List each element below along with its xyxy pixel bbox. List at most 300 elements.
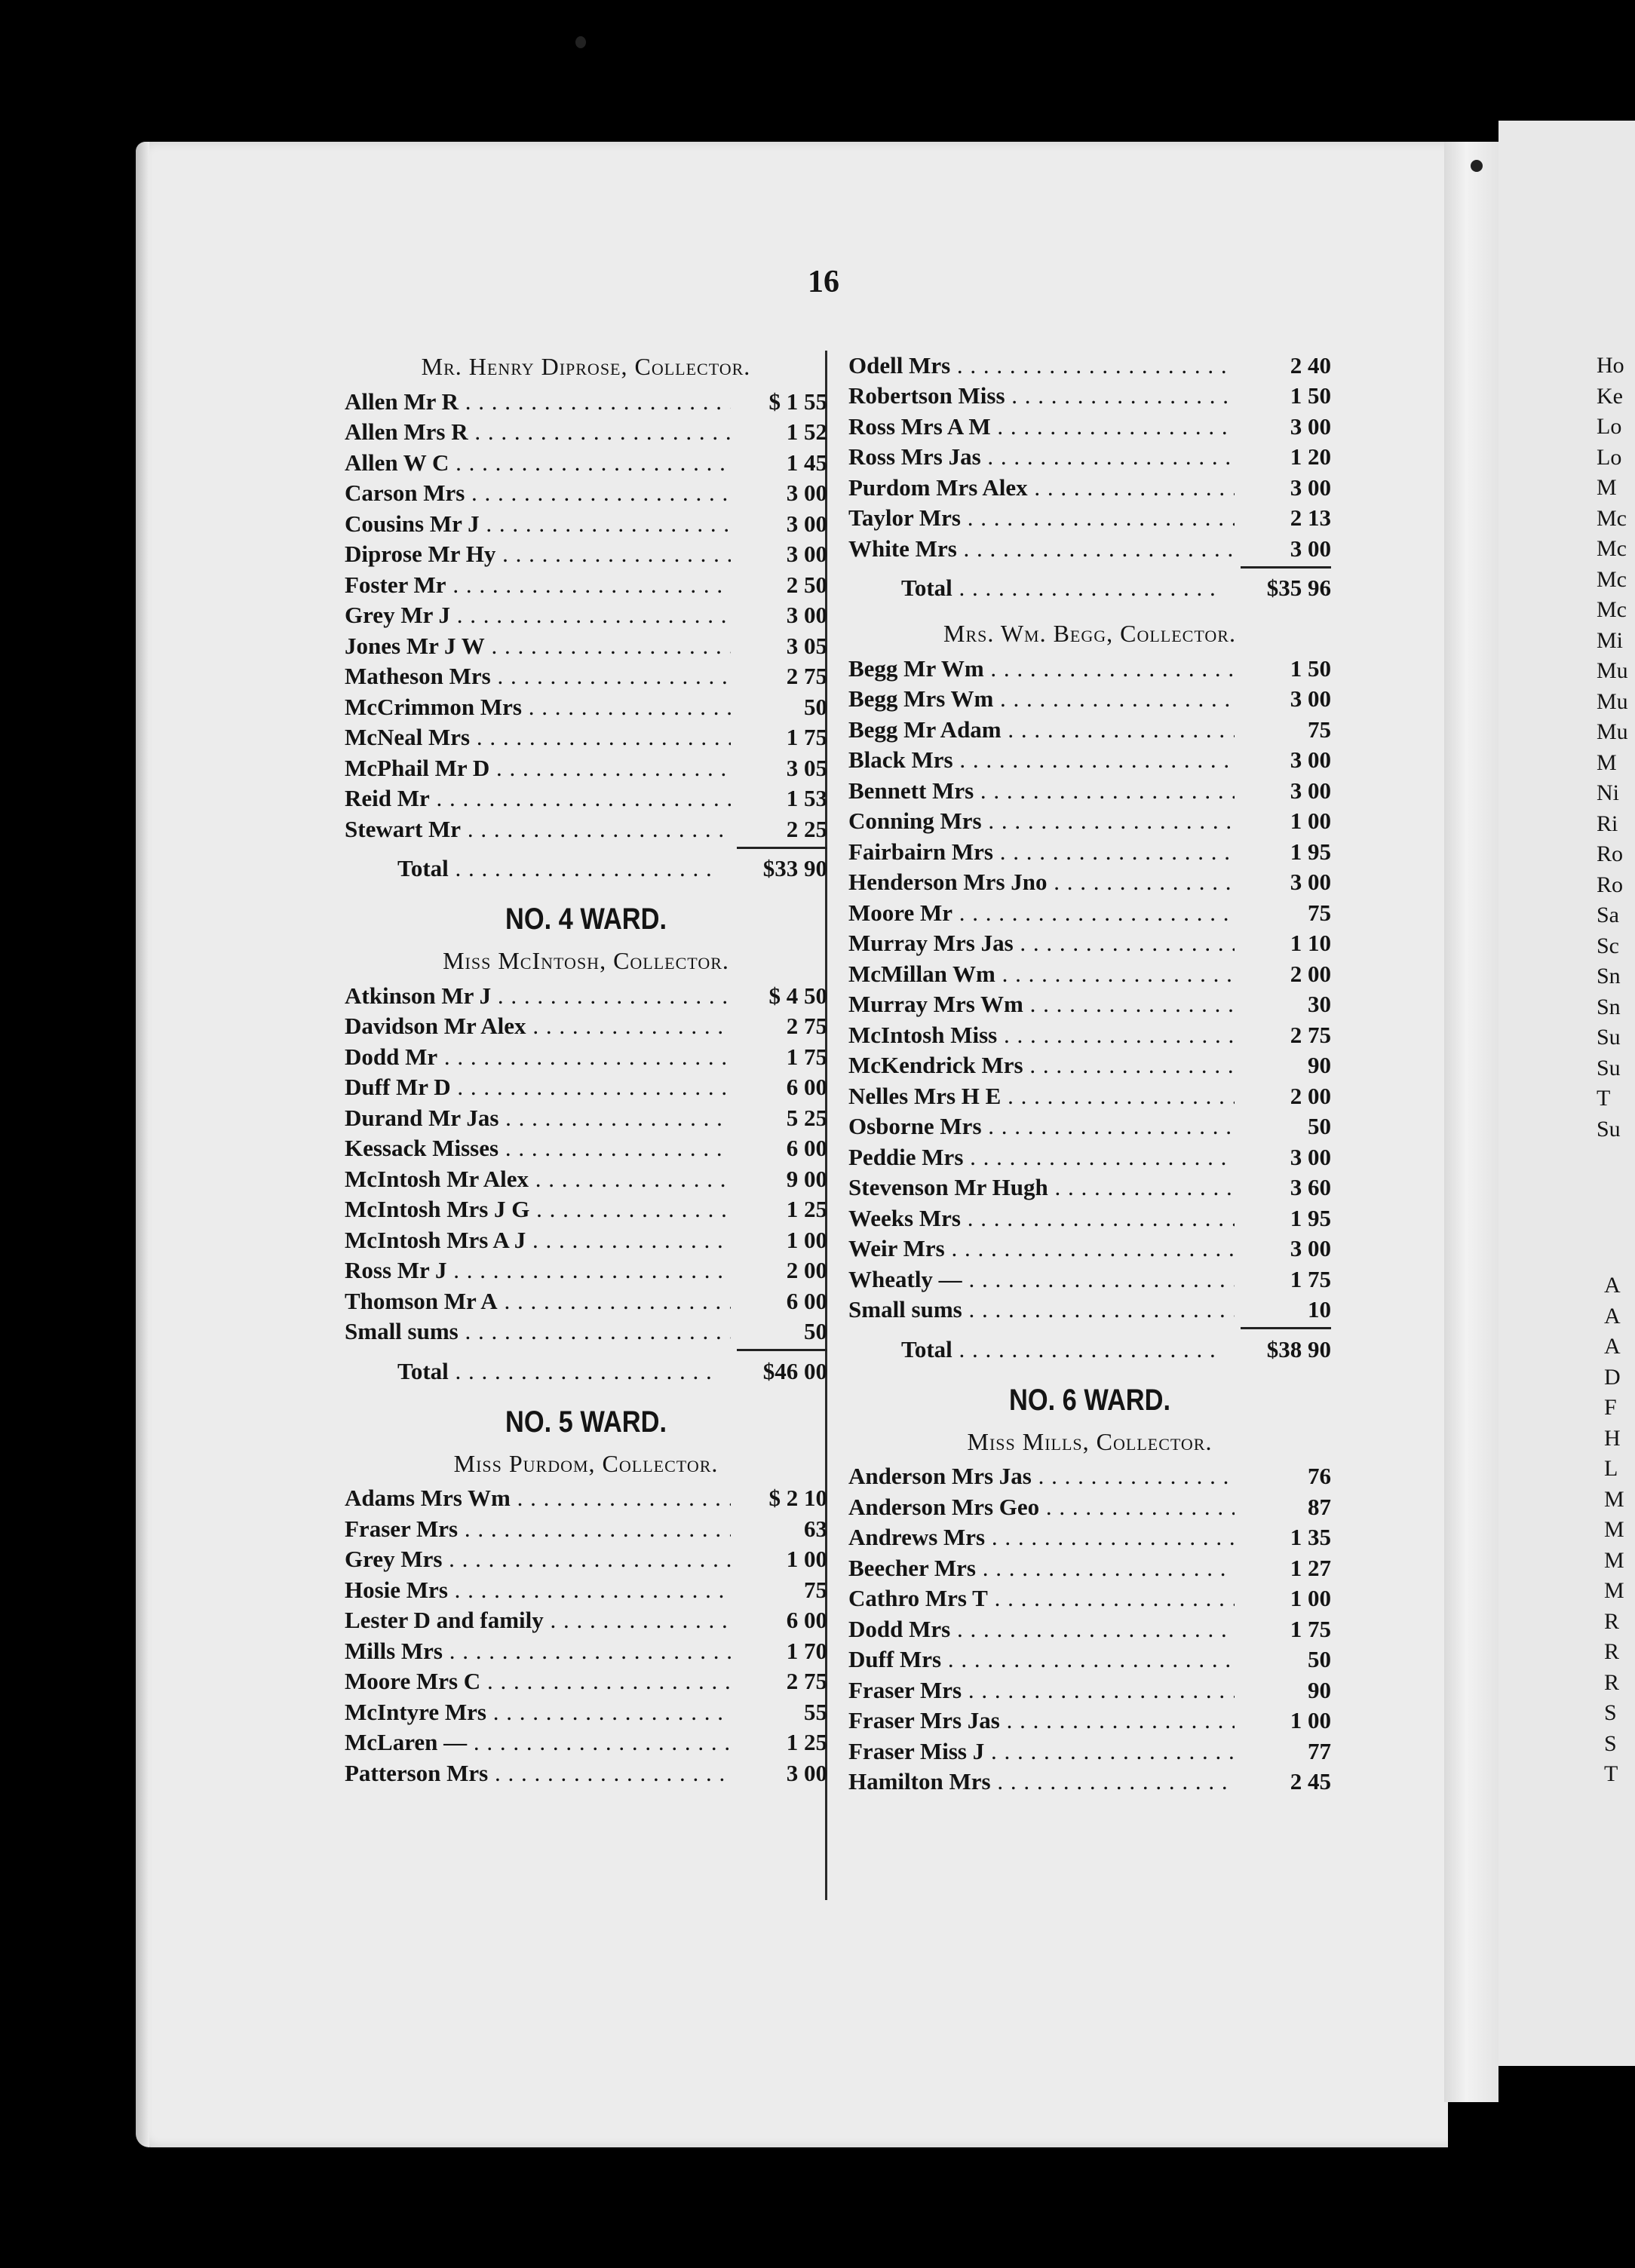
subscriber-row xyxy=(345,1040,827,1071)
subscriber-row xyxy=(345,1071,827,1102)
subscriber-row xyxy=(345,415,827,446)
subscriber-row xyxy=(345,1223,827,1254)
subscriber-name: Weeks Mrs . . . xyxy=(848,1205,1235,1232)
subscriber-row xyxy=(345,1604,827,1635)
subscriber-row xyxy=(848,409,1331,440)
subscriber-amount: 1 35 xyxy=(1290,1524,1331,1550)
adjacent-page xyxy=(1498,121,1635,2066)
adjacent-page-fragment: L xyxy=(1604,1456,1618,1481)
subscriber-row xyxy=(848,774,1331,805)
subscriber-name: Fairbairn Mrs . . . xyxy=(848,838,1235,866)
adjacent-page-fragment: Mc xyxy=(1597,505,1627,531)
subscriber-row xyxy=(345,1284,827,1315)
subscriber-row xyxy=(345,812,827,843)
adjacent-page-fragment: T xyxy=(1597,1086,1611,1111)
subscriber-row xyxy=(848,1232,1331,1263)
subscriber-amount: 1 53 xyxy=(786,785,827,811)
adjacent-page-fragment: Mc xyxy=(1597,566,1627,592)
subscriber-amount: 6 00 xyxy=(786,1287,827,1314)
subscriber-amount: 3 00 xyxy=(786,541,827,567)
total-row xyxy=(345,852,827,883)
collector-heading: Mr. Henry Diprose, Collector. xyxy=(421,353,751,380)
adjacent-page-fragment: M xyxy=(1604,1578,1624,1603)
subscriber-name: Black Mrs . . . xyxy=(848,746,1235,774)
right-column xyxy=(848,348,1331,1795)
subscriber-row xyxy=(345,477,827,507)
subscriber-amount: 3 00 xyxy=(1290,869,1331,895)
subscriber-amount: 1 10 xyxy=(1290,930,1331,956)
section-gap xyxy=(848,1363,1331,1377)
subscriber-name: Begg Mr Adam . . . xyxy=(848,716,1235,743)
adjacent-page-fragment: Sn xyxy=(1597,994,1621,1019)
adjacent-page-fragment: Ke xyxy=(1597,383,1623,409)
subscriber-name: Thomson Mr A . . . xyxy=(345,1288,731,1315)
subscriber-row xyxy=(848,1521,1331,1552)
page-number: 16 xyxy=(808,265,839,299)
subscriber-row xyxy=(345,538,827,569)
adjacent-page-fragment: M xyxy=(1604,1517,1624,1542)
adjacent-page-fragment: Mu xyxy=(1597,719,1628,744)
subscriber-amount: $ 1 55 xyxy=(768,388,827,415)
subscriber-row xyxy=(848,1079,1331,1110)
subscriber-name: Duff Mr D . . . xyxy=(345,1074,731,1101)
subscriber-row xyxy=(848,501,1331,532)
subscriber-name: Andrews Mrs . . . xyxy=(848,1524,1235,1551)
adjacent-page-fragment: Mu xyxy=(1597,688,1628,714)
subscriber-amount: 1 95 xyxy=(1290,1204,1331,1231)
subscriber-row xyxy=(345,1512,827,1543)
subscriber-name: Anderson Mrs Geo . . . xyxy=(848,1494,1235,1521)
subscriber-amount: 75 xyxy=(1308,899,1331,926)
subscriber-amount: 75 xyxy=(804,1576,827,1603)
subscriber-row xyxy=(848,866,1331,896)
subscriber-name: Cathro Mrs T . . . xyxy=(848,1585,1235,1612)
subscriber-amount: 2 75 xyxy=(786,1668,827,1694)
subscriber-amount: 1 75 xyxy=(786,724,827,750)
subscriber-amount: 63 xyxy=(804,1515,827,1542)
subscriber-row xyxy=(848,1110,1331,1141)
subscriber-amount: 2 75 xyxy=(1290,1021,1331,1048)
subscriber-amount: 1 20 xyxy=(1290,443,1331,470)
adjacent-page-fragment: S xyxy=(1604,1700,1617,1725)
subscriber-amount: 1 25 xyxy=(786,1729,827,1755)
adjacent-page-fragment: Mu xyxy=(1597,658,1628,683)
subscriber-amount: 50 xyxy=(804,1318,827,1344)
subscriber-amount: 3 00 xyxy=(1290,1143,1331,1170)
adjacent-page-fragment: A xyxy=(1604,1273,1621,1298)
subscriber-amount: 3 00 xyxy=(1290,535,1331,562)
subscriber-row xyxy=(848,470,1331,501)
adjacent-page-fragment: Lo xyxy=(1597,444,1622,470)
subscriber-name: Beecher Mrs . . . xyxy=(848,1555,1235,1582)
subscriber-name: McIntyre Mrs . . . xyxy=(345,1699,731,1726)
subscriber-name: Davidson Mr Alex . . . xyxy=(345,1013,731,1040)
subscriber-amount: 55 xyxy=(804,1698,827,1725)
subscriber-name: Fraser Mrs . . . xyxy=(345,1516,731,1543)
total-label: Total . . . xyxy=(397,1358,714,1385)
subscriber-amount: 1 00 xyxy=(1290,1707,1331,1733)
subscriber-name: Allen W C . . . xyxy=(345,449,731,477)
subscriber-name: Reid Mr . . . xyxy=(345,785,731,812)
subscriber-name: McNeal Mrs . . . xyxy=(345,724,731,751)
subscriber-row xyxy=(848,379,1331,410)
subscriber-amount: 2 00 xyxy=(1290,1082,1331,1109)
adjacent-page-fragment: Lo xyxy=(1597,414,1622,439)
subscriber-row xyxy=(848,988,1331,1019)
total-rule xyxy=(345,1345,827,1354)
subscriber-name: Mills Mrs . . . xyxy=(345,1638,731,1665)
subscriber-amount: 2 50 xyxy=(786,571,827,598)
subscriber-amount: 90 xyxy=(1308,1676,1331,1703)
subscriber-amount: 1 52 xyxy=(786,418,827,445)
total-rule xyxy=(848,562,1331,572)
subscriber-amount: 1 75 xyxy=(1290,1265,1331,1292)
subscriber-name: McCrimmon Mrs . . . xyxy=(345,694,731,721)
subscriber-amount: 2 75 xyxy=(786,663,827,689)
subscriber-name: Small sums . . . xyxy=(345,1318,731,1345)
subscriber-amount: 9 00 xyxy=(786,1165,827,1192)
subscriber-row xyxy=(345,1101,827,1132)
subscriber-amount: 2 13 xyxy=(1290,504,1331,531)
subscriber-row xyxy=(345,1482,827,1513)
subscriber-amount: 3 00 xyxy=(1290,777,1331,804)
subscriber-amount: 1 00 xyxy=(1290,1585,1331,1611)
subscriber-name: Peddie Mrs . . . xyxy=(848,1144,1235,1171)
subscriber-row xyxy=(345,1193,827,1224)
adjacent-page-fragment: Mc xyxy=(1597,536,1627,561)
subscriber-amount: 3 05 xyxy=(786,754,827,781)
subscriber-name: McIntosh Miss . . . xyxy=(848,1022,1235,1049)
adjacent-page-fragment: Ni xyxy=(1597,780,1619,805)
adjacent-page-fragment: Ro xyxy=(1597,841,1624,866)
subscriber-amount: 1 00 xyxy=(1290,808,1331,834)
subscriber-amount: 3 00 xyxy=(786,480,827,506)
subscriber-row xyxy=(848,651,1331,682)
subscriber-amount: 3 00 xyxy=(786,1759,827,1786)
adjacent-page-fragment: Ro xyxy=(1597,872,1624,897)
total-row xyxy=(848,572,1331,602)
subscriber-row xyxy=(848,1704,1331,1735)
subscriber-amount: 1 70 xyxy=(786,1637,827,1664)
subscriber-name: Jones Mr J W . . . xyxy=(345,633,731,660)
subscriber-row xyxy=(848,1734,1331,1765)
subscriber-row xyxy=(848,957,1331,988)
subscriber-amount: 90 xyxy=(1308,1052,1331,1078)
subscriber-name: Patterson Mrs . . . xyxy=(345,1760,731,1787)
subscriber-name: Conning Mrs . . . xyxy=(848,808,1235,835)
subscriber-name: McIntosh Mr Alex . . . xyxy=(345,1166,731,1193)
subscriber-name: Stewart Mr . . . xyxy=(345,816,731,843)
subscriber-row xyxy=(848,440,1331,471)
adjacent-page-fragment: R xyxy=(1604,1608,1620,1634)
subscriber-name: Duff Mrs . . . xyxy=(848,1646,1235,1673)
subscriber-amount: 3 00 xyxy=(786,602,827,628)
adjacent-page-fragment: M xyxy=(1604,1547,1624,1573)
subscriber-name: Stevenson Mr Hugh . . . xyxy=(848,1174,1235,1201)
subscriber-name: Taylor Mrs . . . xyxy=(848,504,1235,532)
subscriber-name: Kessack Misses . . . xyxy=(345,1135,731,1162)
subscriber-row xyxy=(848,1643,1331,1674)
subscriber-name: Murray Mrs Wm . . . xyxy=(848,991,1235,1018)
adjacent-page-fragment: F xyxy=(1604,1395,1617,1420)
subscriber-name: Begg Mr Wm . . . xyxy=(848,655,1235,682)
subscriber-name: McPhail Mr D . . . xyxy=(345,755,731,782)
subscriber-row xyxy=(345,782,827,813)
subscriber-amount: 1 75 xyxy=(786,1043,827,1070)
subscriber-amount: 1 45 xyxy=(786,449,827,476)
subscriber-row xyxy=(848,896,1331,927)
section-gap xyxy=(345,882,827,896)
subscriber-row xyxy=(345,751,827,782)
collector-heading: Miss Mills, Collector. xyxy=(967,1427,1213,1455)
subscriber-amount: 3 00 xyxy=(1290,1235,1331,1261)
subscriber-row xyxy=(345,507,827,538)
subscriber-amount: 76 xyxy=(1308,1463,1331,1489)
adjacent-page-fragment: D xyxy=(1604,1364,1621,1390)
subscriber-amount: 10 xyxy=(1308,1296,1331,1322)
collector-heading: Miss Purdom, Collector. xyxy=(453,1449,719,1477)
subscriber-row xyxy=(345,568,827,599)
adjacent-page-fragment: M xyxy=(1604,1486,1624,1512)
subscriber-amount: 3 00 xyxy=(1290,474,1331,501)
subscriber-row xyxy=(345,1162,827,1193)
subscriber-amount: 2 00 xyxy=(1290,960,1331,987)
ink-speck xyxy=(1471,160,1483,172)
subscriber-row xyxy=(345,1010,827,1041)
total-label: Total . . . xyxy=(397,855,714,882)
left-column xyxy=(345,348,827,1787)
subscriber-name: Hamilton Mrs . . . xyxy=(848,1768,1235,1795)
adjacent-page-fragment: T xyxy=(1604,1761,1618,1786)
subscriber-amount: 6 00 xyxy=(786,1135,827,1161)
ward-heading: NO. 4 WARD. xyxy=(505,903,667,936)
subscriber-amount: 1 25 xyxy=(786,1196,827,1222)
subscriber-row xyxy=(848,743,1331,774)
subscriber-row xyxy=(345,1665,827,1696)
subscriber-row xyxy=(848,1201,1331,1232)
subscriber-row xyxy=(848,1049,1331,1080)
subscriber-name: Ross Mrs Jas . . . xyxy=(848,443,1235,470)
subscriber-row xyxy=(848,1140,1331,1171)
subscriber-name: Lester D and family . . . xyxy=(345,1607,731,1634)
subscriber-row xyxy=(345,1634,827,1665)
subscriber-name: White Mrs . . . xyxy=(848,535,1235,562)
subscriber-row xyxy=(848,1582,1331,1613)
subscriber-name: Allen Mrs R . . . xyxy=(345,418,731,446)
subscriber-amount: 3 00 xyxy=(1290,746,1331,773)
subscriber-row xyxy=(848,927,1331,958)
subscriber-row xyxy=(345,446,827,477)
subscriber-amount: 2 00 xyxy=(786,1257,827,1283)
subscriber-name: McMillan Wm . . . xyxy=(848,961,1235,988)
adjacent-page-fragment: Mc xyxy=(1597,597,1627,622)
subscriber-row xyxy=(848,835,1331,866)
subscriber-amount: 30 xyxy=(1308,991,1331,1017)
subscriber-name: Nelles Mrs H E . . . xyxy=(848,1083,1235,1110)
subscriber-row xyxy=(345,1726,827,1757)
subscriber-name: McIntosh Mrs A J . . . xyxy=(345,1227,731,1254)
page-gutter xyxy=(1444,142,1498,2102)
subscriber-amount: 77 xyxy=(1308,1737,1331,1764)
subscriber-name: Murray Mrs Jas . . . xyxy=(848,930,1235,957)
collector-heading: Mrs. Wm. Begg, Collector. xyxy=(943,620,1236,647)
adjacent-page-fragment: R xyxy=(1604,1639,1620,1664)
adjacent-page-fragment: M xyxy=(1597,475,1617,500)
subscriber-row xyxy=(848,1293,1331,1324)
subscriber-name: McIntosh Mrs J G . . . xyxy=(345,1196,731,1223)
subscriber-amount: $ 4 50 xyxy=(768,982,827,1009)
subscriber-amount: 87 xyxy=(1308,1493,1331,1520)
subscriber-row xyxy=(345,979,827,1010)
subscriber-amount: 50 xyxy=(1308,1113,1331,1139)
total-row xyxy=(848,1332,1331,1363)
adjacent-page-fragment: R xyxy=(1604,1669,1620,1695)
total-rule xyxy=(345,843,827,852)
adjacent-page-fragment: Ri xyxy=(1597,811,1618,836)
subscriber-amount: 5 25 xyxy=(786,1104,827,1131)
subscriber-name: Dodd Mr . . . xyxy=(345,1044,731,1071)
subscriber-amount: 2 45 xyxy=(1290,1768,1331,1794)
subscriber-row xyxy=(848,1171,1331,1202)
subscriber-amount: 2 40 xyxy=(1290,351,1331,379)
adjacent-page-fragment: Mi xyxy=(1597,627,1624,653)
subscriber-row xyxy=(848,1612,1331,1643)
subscriber-row xyxy=(848,1490,1331,1521)
subscriber-row xyxy=(848,1262,1331,1293)
subscriber-name: Dodd Mrs . . . xyxy=(848,1616,1235,1643)
adjacent-page-fragment: Ho xyxy=(1597,353,1624,378)
subscriber-name: Hosie Mrs . . . xyxy=(345,1577,731,1604)
total-rule xyxy=(848,1323,1331,1332)
subscriber-name: Weir Mrs . . . xyxy=(848,1235,1235,1262)
adjacent-page-fragment: Sn xyxy=(1597,964,1621,988)
subscriber-name: Fraser Mrs . . . xyxy=(848,1677,1235,1704)
ward-heading: NO. 5 WARD. xyxy=(505,1405,667,1439)
subscriber-name: Moore Mr . . . xyxy=(848,900,1235,927)
subscriber-name: Cousins Mr J . . . xyxy=(345,510,731,538)
subscriber-name: Ross Mrs A M . . . xyxy=(848,413,1235,440)
adjacent-page-fragment: A xyxy=(1604,1334,1621,1359)
subscriber-name: McKendrick Mrs . . . xyxy=(848,1052,1235,1079)
subscriber-row xyxy=(848,348,1331,379)
subscriber-amount: 2 25 xyxy=(786,815,827,842)
subscriber-name: Bennett Mrs . . . xyxy=(848,777,1235,805)
subscriber-name: Fraser Miss J . . . xyxy=(848,1738,1235,1765)
subscriber-amount: 50 xyxy=(1308,1646,1331,1672)
adjacent-page-fragment: S xyxy=(1604,1730,1617,1756)
subscriber-row xyxy=(345,690,827,721)
subscriber-name: Purdom Mrs Alex . . . xyxy=(848,474,1235,501)
subscriber-amount: 75 xyxy=(1308,716,1331,743)
section-gap xyxy=(345,1385,827,1399)
total-label: Total . . . xyxy=(901,575,1218,602)
subscriber-row xyxy=(848,713,1331,743)
subscriber-row xyxy=(345,599,827,630)
subscriber-name: Begg Mrs Wm . . . xyxy=(848,685,1235,713)
adjacent-page-fragment: Sc xyxy=(1597,933,1619,958)
subscriber-amount: 6 00 xyxy=(786,1607,827,1633)
subscriber-amount: 3 60 xyxy=(1290,1174,1331,1200)
subscriber-name: Osborne Mrs . . . xyxy=(848,1113,1235,1140)
subscriber-amount: 1 95 xyxy=(1290,838,1331,865)
adjacent-page-fragment: Su xyxy=(1597,1116,1621,1142)
subscriber-row xyxy=(345,660,827,691)
total-amount: $38 90 xyxy=(1266,1335,1331,1362)
subscriber-name: Ross Mr J . . . xyxy=(345,1257,731,1284)
adjacent-page-fragment: H xyxy=(1604,1425,1621,1451)
subscriber-name: Robertson Miss . . . xyxy=(848,382,1235,409)
subscriber-row xyxy=(848,532,1331,562)
subscriber-name: Allen Mr R . . . xyxy=(345,388,731,415)
subscriber-row xyxy=(345,1756,827,1787)
subscriber-row xyxy=(848,1018,1331,1049)
subscriber-row xyxy=(345,1695,827,1726)
subscriber-amount: 3 00 xyxy=(1290,685,1331,712)
subscriber-amount: 3 05 xyxy=(786,632,827,659)
adjacent-page-fragment: Su xyxy=(1597,1055,1621,1080)
subscriber-row xyxy=(345,1132,827,1163)
adjacent-page-fragment: A xyxy=(1604,1303,1621,1329)
adjacent-page-fragment: M xyxy=(1597,749,1617,775)
section-gap xyxy=(848,602,1331,615)
total-row xyxy=(345,1354,827,1385)
subscriber-amount: 50 xyxy=(804,693,827,720)
subscriber-amount: 6 00 xyxy=(786,1074,827,1100)
subscriber-name: Durand Mr Jas . . . xyxy=(345,1105,731,1132)
subscriber-name: Henderson Mrs Jno . . . xyxy=(848,869,1235,896)
adjacent-page-fragment: Sa xyxy=(1597,903,1619,927)
subscriber-row xyxy=(848,1673,1331,1704)
subscriber-name: Adams Mrs Wm . . . xyxy=(345,1485,731,1512)
total-label: Total . . . xyxy=(901,1336,1218,1363)
subscriber-row xyxy=(345,629,827,660)
subscriber-amount: 2 75 xyxy=(786,1013,827,1039)
total-amount: $35 96 xyxy=(1266,575,1331,601)
subscriber-amount: 1 00 xyxy=(786,1226,827,1253)
subscriber-row xyxy=(848,1460,1331,1491)
subscriber-name: McLaren — . . . xyxy=(345,1729,731,1756)
subscriber-row xyxy=(345,1254,827,1285)
subscriber-amount: $ 2 10 xyxy=(768,1485,827,1511)
total-amount: $46 00 xyxy=(762,1357,827,1384)
subscriber-amount: 1 00 xyxy=(786,1546,827,1572)
subscriber-name: Carson Mrs . . . xyxy=(345,480,731,507)
subscriber-row xyxy=(345,721,827,752)
subscriber-row xyxy=(848,1551,1331,1582)
subscriber-name: Matheson Mrs . . . xyxy=(345,663,731,690)
subscriber-row xyxy=(345,1543,827,1574)
subscriber-name: Odell Mrs . . . xyxy=(848,352,1235,379)
subscriber-name: Grey Mr J . . . xyxy=(345,602,731,629)
subscriber-amount: 1 50 xyxy=(1290,654,1331,682)
subscriber-row xyxy=(345,1573,827,1604)
subscriber-amount: 1 27 xyxy=(1290,1554,1331,1581)
subscriber-name: Fraser Mrs Jas . . . xyxy=(848,1707,1235,1734)
subscriber-row xyxy=(345,385,827,415)
subscriber-name: Small sums . . . xyxy=(848,1296,1235,1323)
subscriber-name: Atkinson Mr J . . . xyxy=(345,982,731,1010)
subscriber-name: Anderson Mrs Jas . . . xyxy=(848,1463,1235,1490)
total-amount: $33 90 xyxy=(762,855,827,881)
subscriber-name: Grey Mrs . . . xyxy=(345,1546,731,1573)
subscriber-amount: 3 00 xyxy=(786,510,827,537)
subscriber-row xyxy=(345,1315,827,1346)
subscriber-name: Wheatly — . . . xyxy=(848,1266,1235,1293)
subscriber-amount: 1 50 xyxy=(1290,382,1331,409)
ward-heading: NO. 6 WARD. xyxy=(1008,1383,1171,1417)
subscriber-row xyxy=(848,1765,1331,1796)
subscriber-amount: 1 75 xyxy=(1290,1615,1331,1642)
